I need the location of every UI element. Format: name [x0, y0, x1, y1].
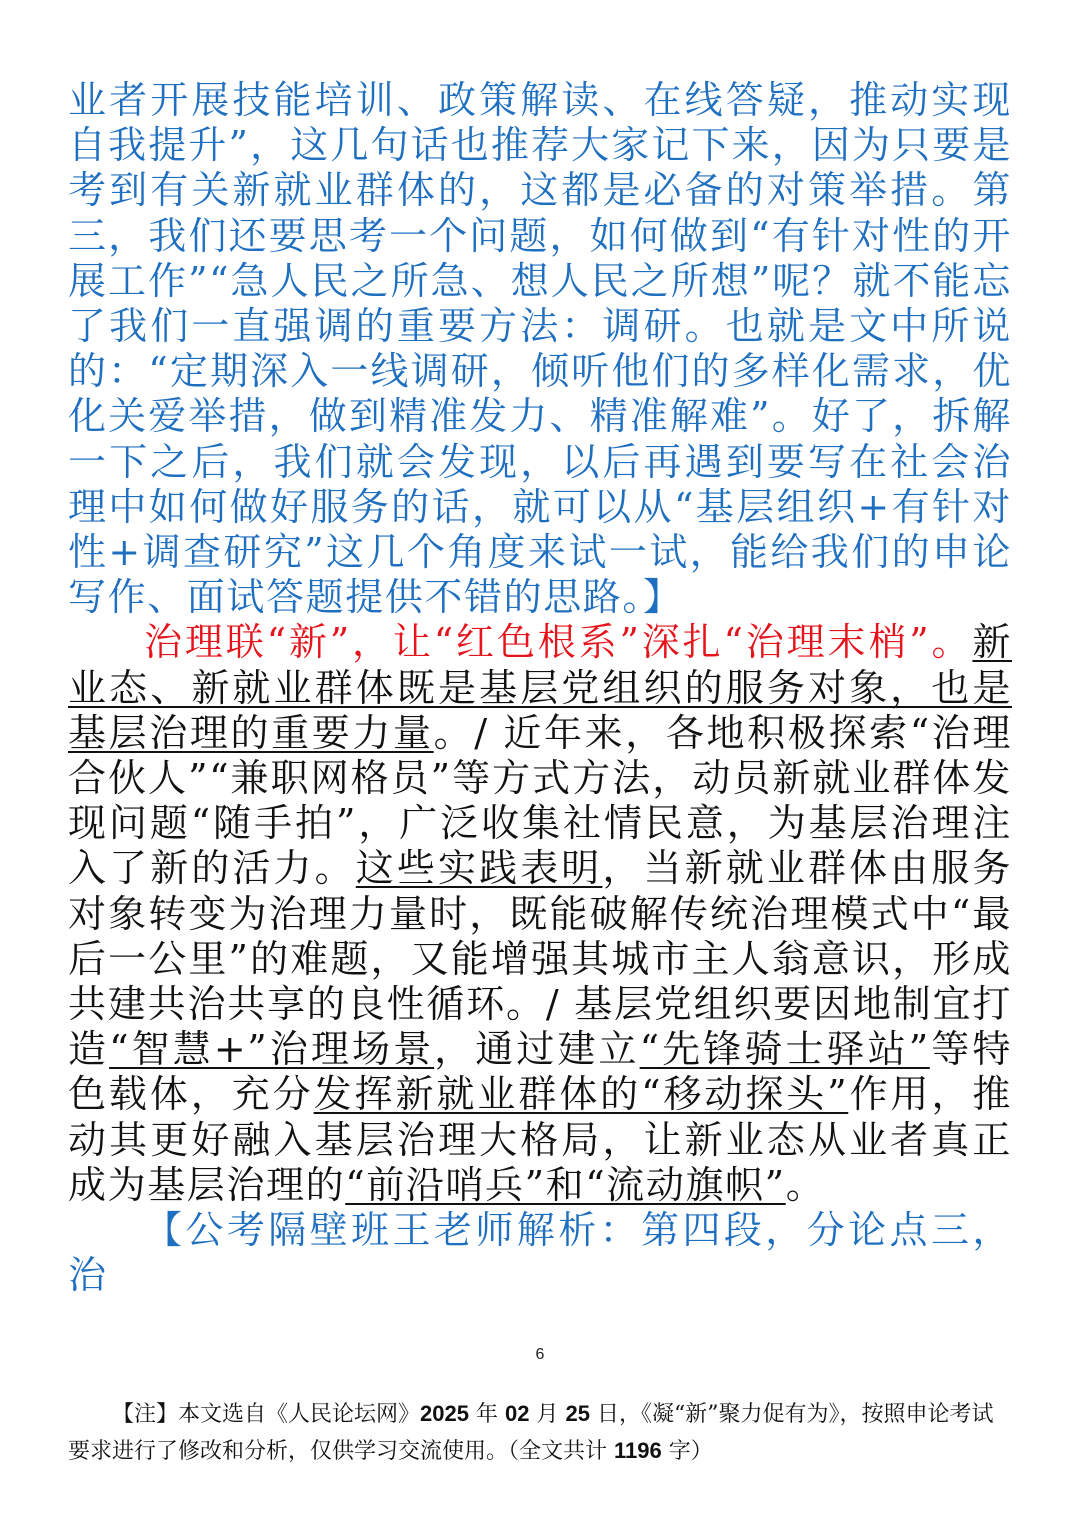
paragraph-text: ，当新就业群体由服务对象转变为治理力量时，既能破解传统治理模式中“最后一公里”的难题，又能增强其城市主人翁意识，形成共建共治共享的良性循环。/ 基层党组织要因地制宜打造 [68, 846, 1012, 1072]
paragraph-text: 。/ 近年来，各地积极探索“治理合伙人”“兼职网格员”等方式方法，动员新就业群体发现问题“随手拍”，广泛收集社情民意，为基层治理注入了新的活力。 [68, 710, 1012, 891]
source-footnote [68, 1396, 1012, 1470]
underlined-phrase: “先锋骑士驿站” [639, 1027, 930, 1072]
underlined-phrase: 发挥新就业群体的“移动探头” [313, 1072, 849, 1117]
paragraph-text: 。 [785, 1162, 826, 1207]
article-body [68, 78, 1012, 1298]
underlined-phrase: “前沿哨兵”和“流动旗帜” [345, 1162, 786, 1207]
paragraph-text: 作用，推动其更好融入基层治理大格局，让新业态从业者真正成为基层治理的 [68, 1072, 1012, 1207]
article-paragraph-four [68, 620, 1012, 1208]
sub-argument-heading: 治理联“新”，让“红色根系”深扎“治理末梢”。 [144, 620, 973, 665]
underlined-phrase: 这些实践表明 [355, 846, 603, 891]
footnote-text: 【注】本文选自《人民论坛网》2025 年 02 月 25 日，《凝“新”聚力促有为》，按照申论考试要求进行了修改和分析，仅供学习交流使用。（全文共计 1196 字） [68, 1401, 994, 1464]
analysis-paragraph-continued: 业者开展技能培训、政策解读、在线答疑，推动实现自我提升”，这几句话也推荐大家记下来，因为只要是考到有关新就业群体的，这都是必备的对策举措。第三，我们还要思考一个问题，如何做到“有针对性的开展工作”“急人民之所急、想人民之所想”呢？就不能忘了我们一直强调的重要方法：调研。也就是文中所说的：“定期深入一线调研，倾听他们的多样化需求，优化关爱举措，做到精准发力、精准解难”。好了，拆解一下之后，我们就会发现，以后再遇到要写在社会治理中如何做好服务的话，就可以从“基层组织+有针对性+调查研究”这几个角度来试一试，能给我们的申论写作、面试答题提供不错的思路。】 [68, 78, 1012, 620]
paragraph-text: 等特色载体，充分 [68, 1027, 1012, 1117]
analysis-paragraph-start: 【公考隔壁班王老师解析：第四段，分论点三，治 [68, 1208, 1012, 1298]
underlined-phrase: 新业态、新就业群体既是基层党组织的服务对象，也是基层治理的重要力量 [68, 620, 1012, 755]
paragraph-text: ，通过建立 [434, 1027, 640, 1072]
underlined-phrase: “智慧+”治理场景 [109, 1027, 435, 1072]
page-number: 6 [535, 1346, 545, 1363]
